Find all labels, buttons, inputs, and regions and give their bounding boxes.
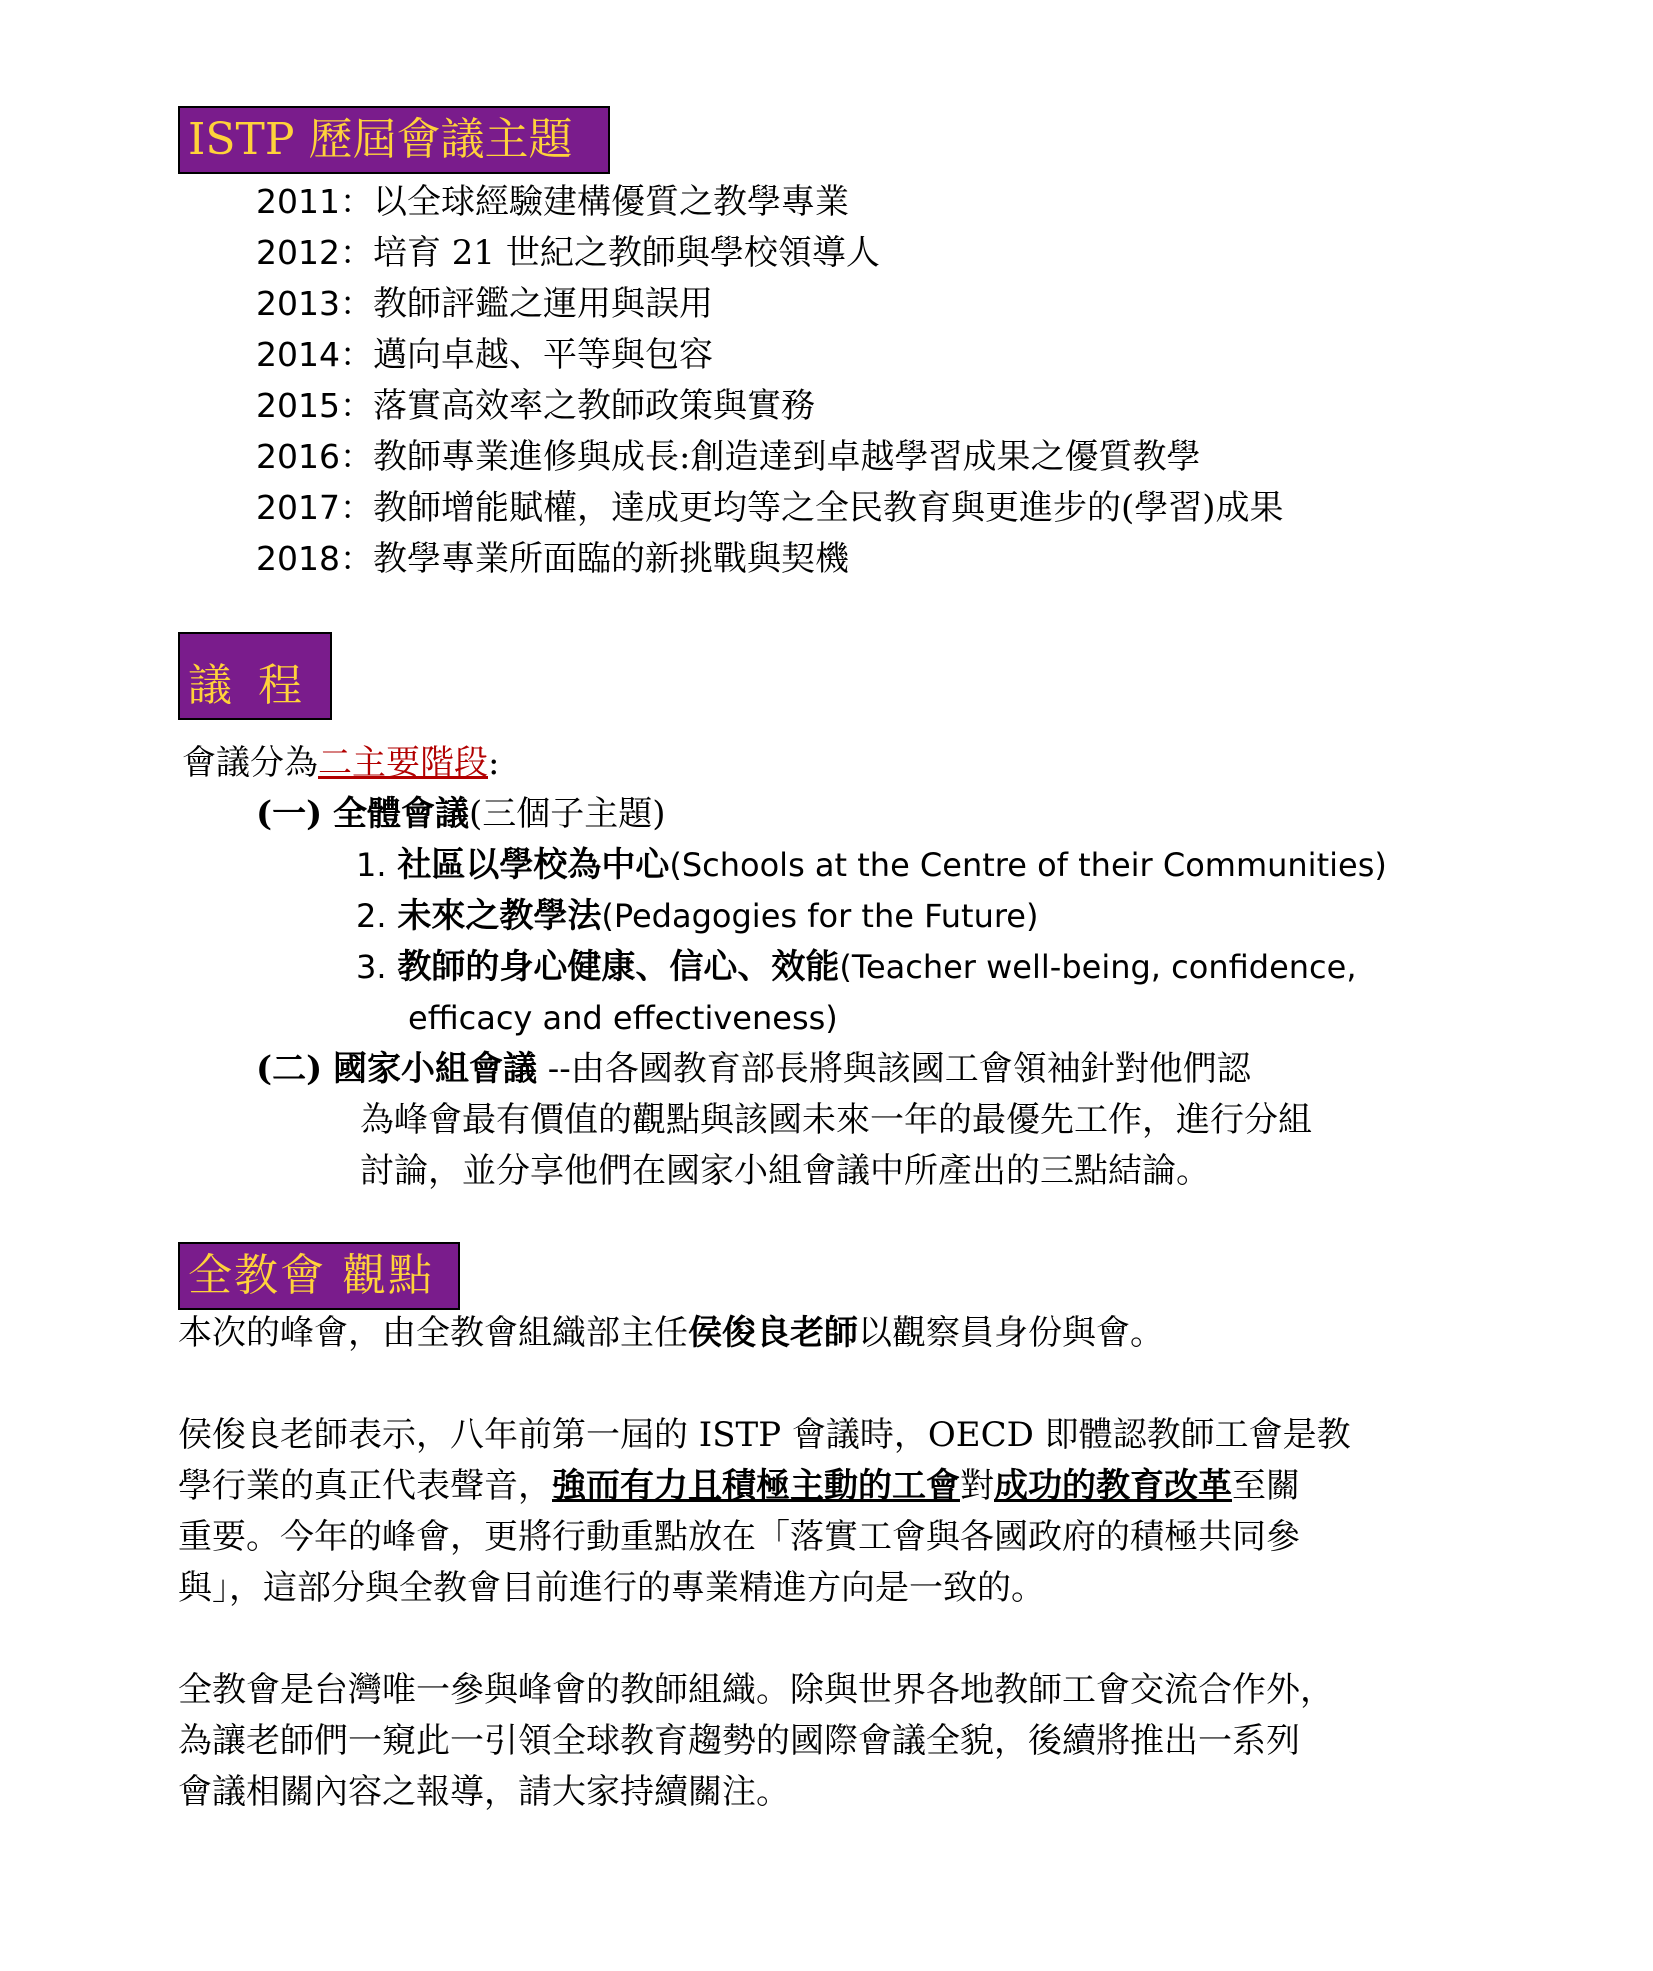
section-heading-nuteachers-view: 全教會 觀點 — [178, 1242, 460, 1310]
theme-row: 2015：落實高效率之教師政策與實務 — [256, 386, 815, 426]
paragraph-1: 本次的峰會，由全教會組織部主任侯俊良老師以觀察員身份與會。 — [178, 1313, 1164, 1353]
observer-name: 侯俊良老師 — [688, 1313, 858, 1353]
list-item: 2. 未來之教學法(Pedagogies for the Future) — [356, 896, 1039, 936]
agenda-part2: (二) 國家小組會議 --由各國教育部長將與該國工會領袖針對他們認 — [256, 1049, 1251, 1089]
theme-row: 2016：教師專業進修與成長:創造達到卓越學習成果之優質教學 — [256, 437, 1201, 477]
national-group-title: 國家小組會議 — [333, 1049, 537, 1089]
emphasis-strong-union: 強而有力且積極主動的工會 — [552, 1466, 960, 1506]
paragraph-2-line: 侯俊良老師表示，八年前第一屆的 ISTP 會議時，OECD 即體認教師工會是教 — [178, 1415, 1351, 1455]
theme-list — [256, 176, 1284, 584]
theme-row: 2011：以全球經驗建構優質之教學專業 — [256, 182, 849, 222]
paragraph-3-line: 為讓老師們一窺此一引領全球教育趨勢的國際會議全貌，後續將推出一系列 — [178, 1721, 1300, 1761]
section-heading-agenda: 議程 — [178, 652, 332, 720]
theme-row: 2014：邁向卓越、平等與包容 — [256, 335, 713, 375]
plenary-title: 全體會議 — [333, 794, 469, 834]
theme-row: 2013：教師評鑑之運用與誤用 — [256, 284, 713, 324]
list-item: 1. 社區以學校為中心(Schools at the Centre of their Communities) — [356, 845, 1387, 885]
paragraph-3-line: 會議相關內容之報導，請大家持續關注。 — [178, 1772, 790, 1812]
theme-row: 2012：培育 21 世紀之教師與學校領導人 — [256, 233, 880, 273]
list-item: 3. 教師的身心健康、信心、效能(Teacher well-being, confidence, — [356, 947, 1357, 987]
heading-cap-decoration — [178, 632, 332, 656]
paragraph-2-line: 重要。今年的峰會，更將行動重點放在「落實工會與各國政府的積極共同參 — [178, 1517, 1300, 1557]
highlight-two-phases: 二主要階段 — [318, 743, 488, 783]
agenda-part2-line: 為峰會最有價值的觀點與該國未來一年的最優先工作，進行分組 — [360, 1100, 1312, 1140]
list-item-continuation: efficacy and effectiveness) — [408, 999, 838, 1037]
paragraph-3-line: 全教會是台灣唯一參與峰會的教師組織。除與世界各地教師工會交流合作外， — [178, 1670, 1334, 1710]
agenda-intro: 會議分為二主要階段: — [182, 743, 500, 783]
emphasis-education-reform: 成功的教育改革 — [994, 1466, 1232, 1506]
theme-row: 2018：教學專業所面臨的新挑戰與契機 — [256, 539, 849, 579]
agenda-part1: (一) 全體會議(三個子主題) — [256, 794, 666, 834]
paragraph-2-line: 學行業的真正代表聲音，強而有力且積極主動的工會對成功的教育改革至關 — [178, 1466, 1300, 1506]
paragraph-2-line: 與」，這部分與全教會目前進行的專業精進方向是一致的。 — [178, 1568, 1045, 1608]
theme-row: 2017：教師增能賦權，達成更均等之全民教育與更進步的(學習)成果 — [256, 488, 1284, 528]
section-heading-istp-themes: ISTP 歷屆會議主題 — [178, 106, 610, 174]
agenda-part2-line: 討論，並分享他們在國家小組會議中所產出的三點結論。 — [360, 1151, 1210, 1191]
